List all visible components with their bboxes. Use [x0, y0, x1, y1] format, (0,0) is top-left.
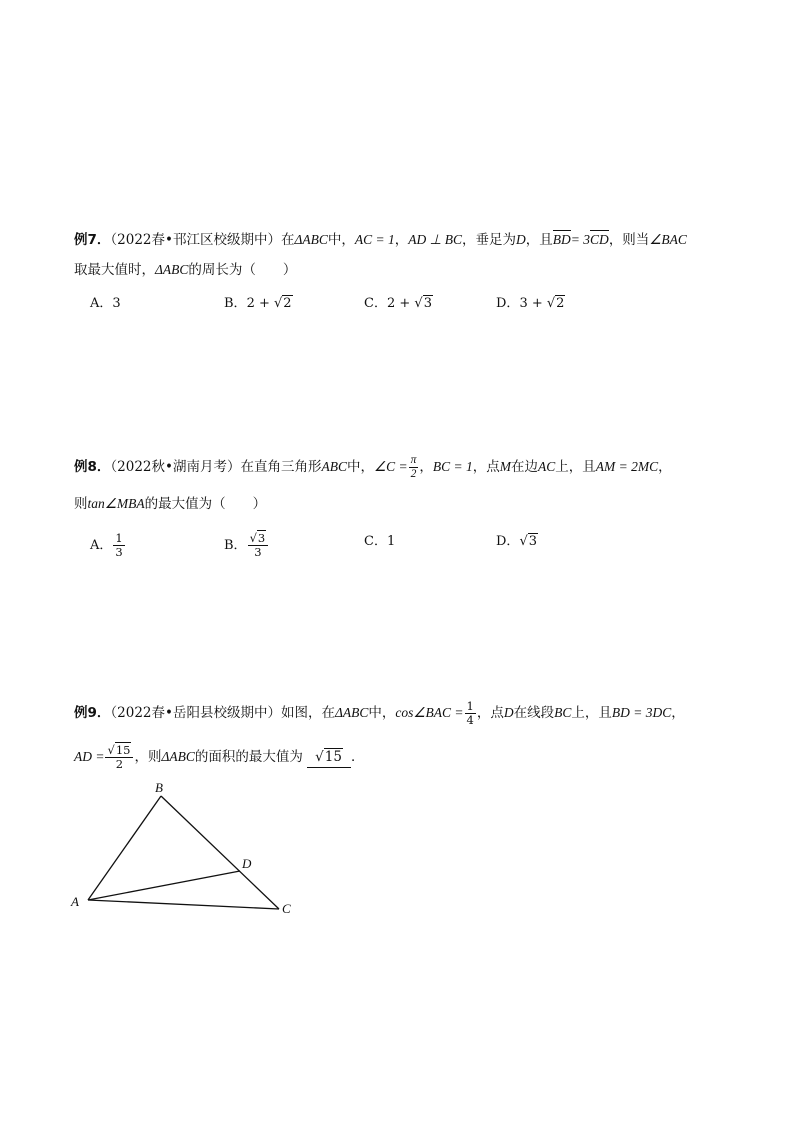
ex7-line2: 取最大值时，ΔABC的周长为（ ） [74, 262, 297, 278]
segment-ad [88, 871, 240, 900]
ex7-option-c[interactable]: C．2 + √3 [364, 296, 432, 311]
side-ac [88, 900, 279, 909]
side-ab [88, 796, 161, 900]
ex8-label: 例8 [74, 459, 97, 475]
ex9-label: 例9 [74, 705, 97, 721]
vertex-label-b: B [155, 780, 163, 795]
vector-bd: BD [553, 230, 571, 250]
ex9-line1: 例9．（2022春•岳阳县校级期中）如图，在ΔABC中，cos∠BAC = $\frac{1}{4}$ ，点D在线段BC上，且BD = 3DC， [74, 699, 685, 727]
ex7-label: 例7 [74, 232, 97, 248]
ex8-option-c[interactable]: C．1 [364, 534, 396, 549]
vector-cd: CD [590, 230, 609, 250]
ex7-line1: 例7．（2022春•邗江区校级期中）在ΔABC中，AC = 1，AD ⊥ BC，垂足为D，且BD= 3CD，则当∠BAC [74, 232, 687, 248]
ex8-line1: 例8．（2022秋•湖南月考）在直角三角形ABC中，∠C = $\frac{\pi}{2}$ ，BC = 1，点M在边AC上，且AM = 2MC， [74, 454, 672, 480]
fraction-1-over-4: $\frac{1}{4}$ [466, 699, 474, 727]
ex7-option-a[interactable]: A．3 [90, 296, 121, 311]
vertex-label-c: C [282, 901, 291, 916]
ex9-line2: AD = $\frac{√15}{2}$ ，则ΔABC的面积的最大值为 √15 ． [74, 743, 365, 771]
ex7-source: （2022春•邗江区校级期中） [110, 232, 281, 248]
fraction-sqrt15-over-2: $\frac{√15}{2}$ [105, 744, 133, 771]
ex8-option-a[interactable]: A． $\frac{1}{3}$ [90, 531, 123, 559]
ex7-option-d[interactable]: D．3 + √2 [496, 296, 565, 311]
vertex-label-d: D [242, 856, 252, 871]
ex8-source: （2022秋•湖南月考） [110, 459, 241, 475]
fraction-pi-over-2: $\frac{\pi}{2}$ [410, 454, 417, 480]
vertex-label-a: A [71, 894, 79, 909]
ex9-source: （2022春•岳阳县校级期中） [110, 705, 281, 721]
ex8-line2: 则tan∠MBA的最大值为（ ） [74, 496, 267, 512]
triangle-figure [60, 775, 320, 925]
ex8-option-d[interactable]: D．√3 [496, 534, 538, 549]
ex8-option-b[interactable]: B． $\frac{√3}{3}$ [224, 532, 269, 559]
answer-blank: √15 [307, 747, 351, 768]
side-bc [161, 796, 279, 909]
ex7-option-b[interactable]: B．2 + √2 [224, 296, 292, 311]
